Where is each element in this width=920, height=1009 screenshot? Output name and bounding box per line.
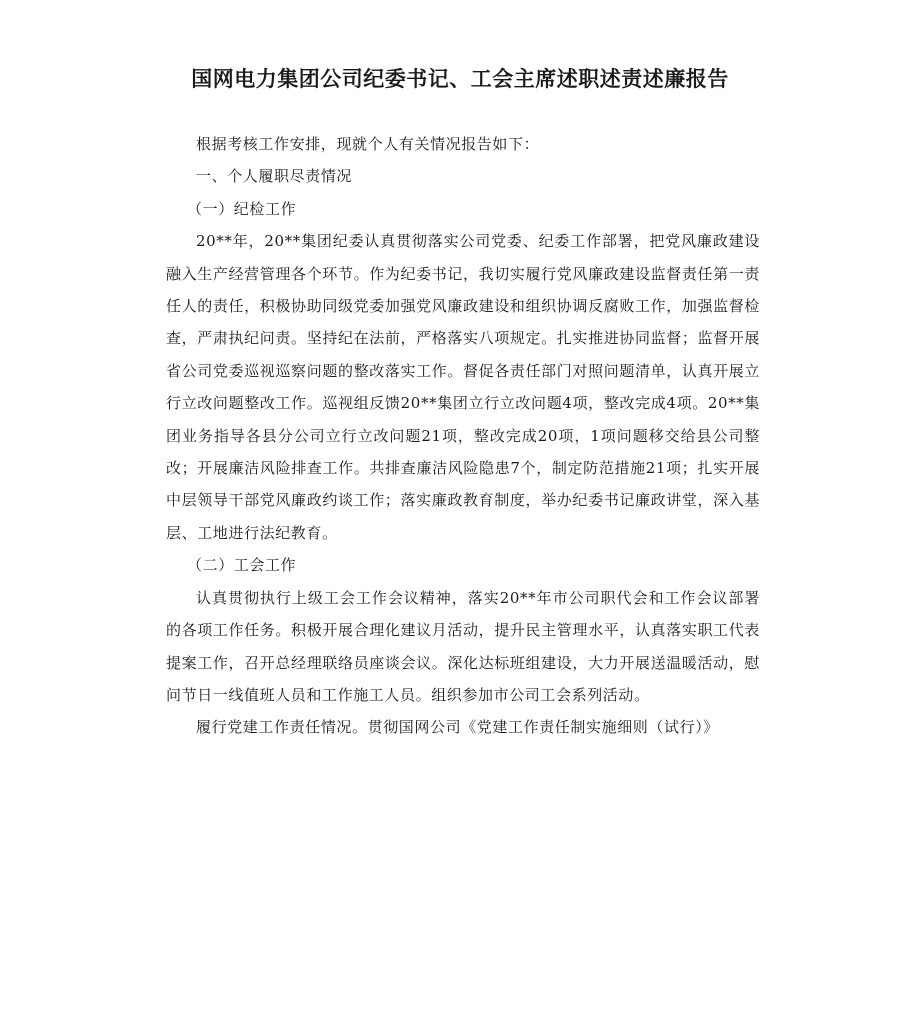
union-paragraph: 认真贯彻执行上级工会工作会议精神，落实20**年市公司职代会和工作会议部署的各项工作任务。积极开展合理化建议月活动，提升民主管理水平，认真落实职工代表提案工作，召开总经理联络员座谈会议。深化达标班组建设，大力开展送温暖活动，慰问节日一线值班人员和工作施工人员。组织参加市公司工会系列活动。 bbox=[166, 588, 760, 704]
intro-paragraph: 根据考核工作安排，现就个人有关情况报告如下： bbox=[196, 135, 540, 153]
subsection-heading-union: （二）工会工作 bbox=[187, 556, 297, 575]
document-title: 国网电力集团公司纪委书记、工会主席述职述责述廉报告 bbox=[191, 67, 729, 91]
party-building-paragraph: 履行党建工作责任情况。贯彻国网公司《党建工作责任制实施细则（试行）》 bbox=[196, 718, 719, 737]
document-body bbox=[166, 128, 760, 744]
section-heading-1: 一、个人履职尽责情况 bbox=[196, 167, 353, 186]
discipline-paragraph: 20**年，20**集团纪委认真贯彻落实公司党委、纪委工作部署，把党风廉政建设融入生产经营管理各个环节。作为纪委书记，我切实履行党风廉政建设监督责任第一责任人的责任，积极协助同级党委加强党风廉政建设和组织协调反腐败工作，加强监督检查，严肃执纪问责。坚持纪在法前，严格落实八项规定。扎实推进协同监督；监督开展省公司党委巡视巡察问题的整改落实工作。督促各责任部门对照问题清单，认真开展立行立改问题整改工作。巡视组反馈20**集团立行立改问题4项，整改完成4项。20**集团业务指导各县分公司立行立改问题21项，整改完成20项，1项问题移交给县公司整改；开展廉洁风险排查工作。共排查廉洁风险隐患7个，制定防范措施21项；扎实开展中层领导干部党风廉政约谈工作；落实廉政教育制度，举办纪委书记廉政讲堂，深入基层、工地进行法纪教育。 bbox=[166, 232, 760, 542]
subsection-heading-discipline: （一）纪检工作 bbox=[187, 199, 297, 218]
